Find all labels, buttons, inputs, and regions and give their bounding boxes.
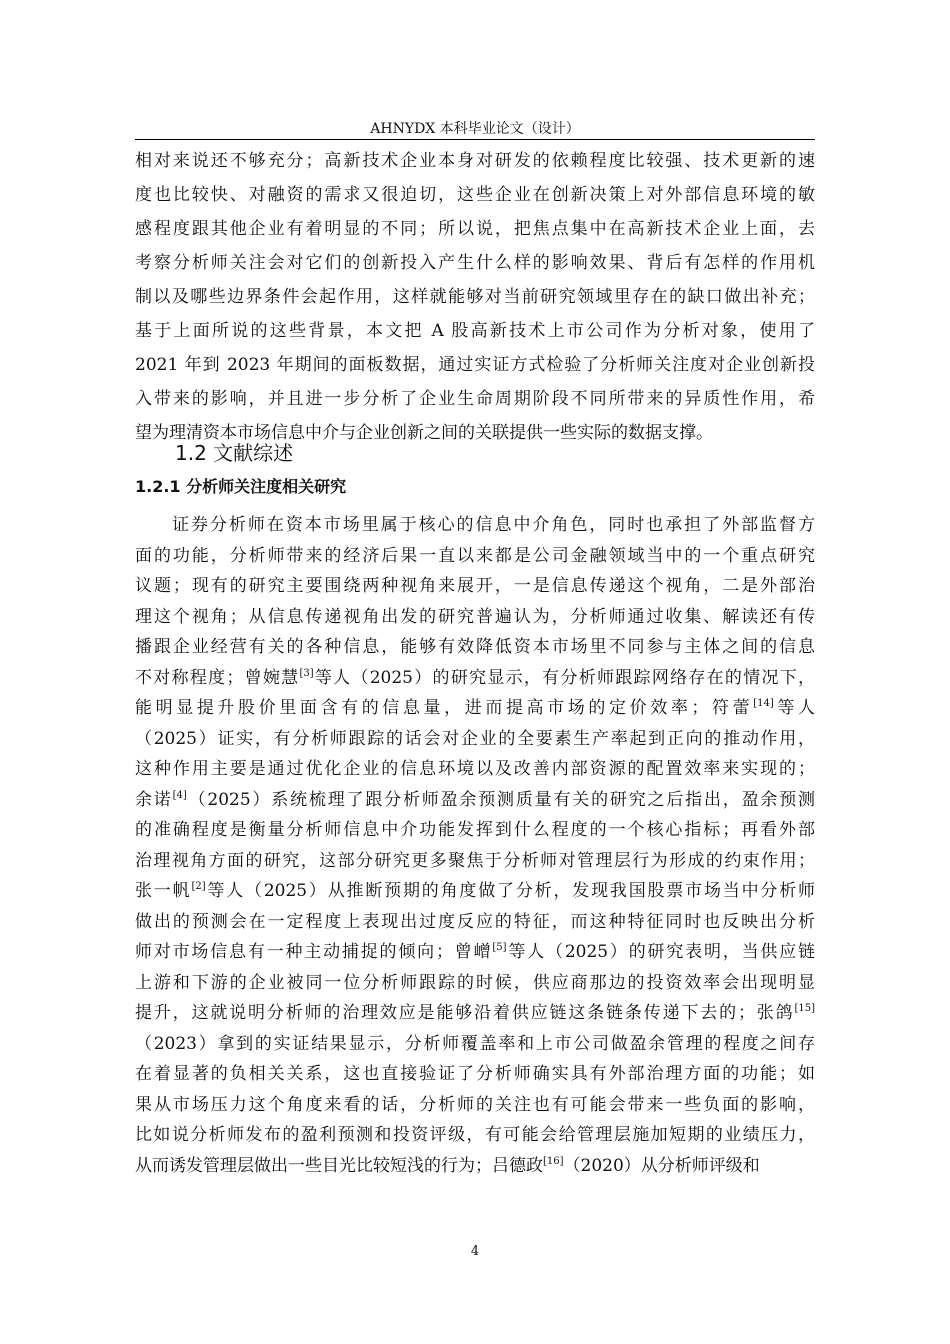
text-line bbox=[135, 693, 815, 723]
text-run: 等人（2025）的研究表明，当供应链 bbox=[506, 942, 815, 962]
text-line: 证券分析师在资本市场里属于核心的信息中介角色，同时也承担了外部监督方 bbox=[172, 515, 815, 535]
citation-ref: [3] bbox=[299, 667, 314, 679]
text-line: 做出的预测会在一定程度上表现出过度反应的特征，而这种特征同时也反映出分析 bbox=[135, 911, 815, 932]
text-line: 2021 年到 2023 年期间的面板数据，通过实证方式检验了分析师关注度对企业创新投 bbox=[135, 355, 815, 375]
text-run: 能明显提升股价里面含有的信息量，进而提高市场的定价效率；符蕾 bbox=[135, 698, 754, 718]
text-line: 在着显著的负相关关系，这也直接验证了分析师确实具有外部治理方面的功能；如 bbox=[135, 1064, 815, 1084]
text-line: （2025）证实，有分析师跟踪的话会对企业的全要素生产率起到正向的推动作用， bbox=[135, 728, 815, 749]
text-line bbox=[135, 937, 815, 967]
header-rule bbox=[135, 139, 815, 140]
text-line: 播跟企业经营有关的各种信息，能够有效降低资本市场里不同参与主体之间的信息 bbox=[135, 637, 815, 657]
section-heading: 1.2 文献综述 bbox=[175, 441, 294, 465]
text-line: 比如说分析师发布的盈利预测和投资评级，有可能会给管理层施加短期的业绩压力， bbox=[135, 1125, 815, 1145]
text-run: 张一帆 bbox=[135, 881, 192, 901]
text-line: 这种作用主要是通过优化企业的信息环境以及改善内部资源的配置效率来实现的； bbox=[135, 759, 815, 779]
text-line: 治理视角方面的研究，这部分研究更多聚焦于分析师对管理层行为形成的约束作用； bbox=[135, 850, 815, 871]
text-run: （2025）系统梳理了跟分析师盈余预测质量有关的研究之后指出，盈余预测 bbox=[186, 789, 815, 810]
text-run: 等人（2025）从推断预期的角度做了分析，发现我国股票市场当中分析师 bbox=[205, 881, 815, 901]
text-line bbox=[135, 998, 815, 1028]
text-line: 入带来的影响，并且进一步分析了企业生命周期阶段不同所带来的异质性作用，希 bbox=[135, 389, 815, 409]
citation-ref: [5] bbox=[492, 942, 507, 953]
text-line: 议题；现有的研究主要围绕两种视角来展开，一是信息传递这个视角，二是外部治 bbox=[135, 576, 815, 596]
text-run: 从而诱发管理层做出一些目光比较短浅的行为；吕德政 bbox=[135, 1155, 543, 1176]
citation-ref: [2] bbox=[191, 881, 206, 892]
text-run: 不对称程度；曾婉慧 bbox=[135, 667, 300, 688]
text-line bbox=[135, 876, 815, 906]
text-line: 制以及哪些边界条件会起作用，这样就能够对当前研究领域里存在的缺口做出补充； bbox=[135, 287, 815, 307]
text-line: 感程度跟其他企业有着明显的不同；所以说，把焦点集中在高新技术企业上面，去 bbox=[135, 219, 815, 239]
citation-ref: [14] bbox=[753, 698, 774, 709]
text-line: 的准确程度是衡量分析师信息中介功能发挥到什么程度的一个核心指标；再看外部 bbox=[135, 820, 815, 840]
text-line bbox=[135, 785, 815, 815]
text-line: 相对来说还不够充分；高新技术企业本身对研发的依赖程度比较强、技术更新的速 bbox=[135, 151, 815, 171]
text-run: 余诺 bbox=[135, 789, 173, 810]
text-line: 理这个视角；从信息传递视角出发的研究普遍认为，分析师通过收集、解读还有传 bbox=[135, 606, 815, 627]
text-run: 等人 bbox=[773, 698, 815, 718]
text-line: 果从市场压力这个角度来看的话，分析师的关注也有可能会带来一些负面的影响， bbox=[135, 1094, 815, 1115]
subsection-heading: 1.2.1 分析师关注度相关研究 bbox=[135, 477, 347, 496]
text-line: 面的功能，分析师带来的经济后果一直以来都是公司金融领域当中的一个重点研究 bbox=[135, 545, 815, 566]
text-line: 基于上面所说的这些背景，本文把 A 股高新技术上市公司作为分析对象，使用了 bbox=[135, 321, 815, 341]
citation-ref: [15] bbox=[794, 1003, 815, 1014]
citation-ref: [16] bbox=[543, 1155, 564, 1167]
text-run: （2020）从分析师评级和 bbox=[563, 1155, 760, 1176]
page-number: 4 bbox=[470, 1244, 480, 1259]
text-line: 上游和下游的企业被同一位分析师跟踪的时候，供应商那边的投资效率会出现明显 bbox=[135, 972, 815, 993]
text-line bbox=[135, 663, 815, 693]
text-run: 师对市场信息有一种主动捕捉的倾向；曾嶒 bbox=[135, 942, 493, 962]
text-run: 等人（2025）的研究显示，有分析师跟踪网络存在的情况下， bbox=[313, 667, 815, 688]
text-line: 度也比较快、对融资的需求又很迫切，这些企业在创新决策上对外部信息环境的敏 bbox=[135, 185, 815, 205]
running-header: AHNYDX 本科毕业论文（设计） bbox=[370, 121, 580, 137]
text-line: （2023）拿到的实证结果显示，分析师覆盖率和上市公司做盈余管理的程度之间存 bbox=[135, 1033, 815, 1054]
text-line: 望为理清资本市场信息中介与企业创新之间的关联提供一些实际的数据支撑。 bbox=[135, 423, 713, 443]
citation-ref: [4] bbox=[172, 789, 187, 801]
text-line bbox=[135, 1151, 815, 1181]
text-run: 提升，这就说明分析师的治理效应是能够沿着供应链这条链条传递下去的；张鸽 bbox=[135, 1003, 795, 1023]
text-line: 考察分析师关注会对它们的创新投入产生什么样的影响效果、背后有怎样的作用机 bbox=[135, 253, 815, 273]
